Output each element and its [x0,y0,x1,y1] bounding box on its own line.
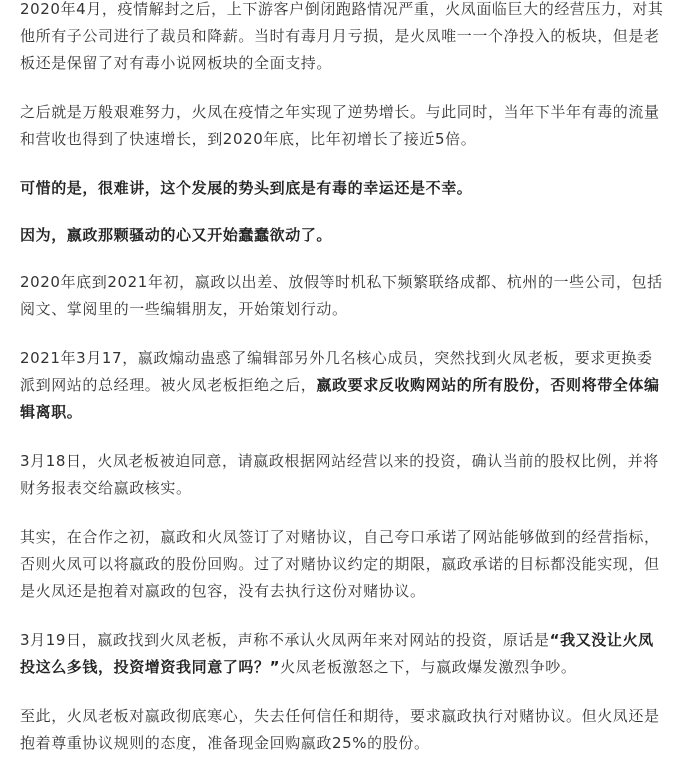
paragraph-1: 2020年4月，疫情解封之后，上下游客户倒闭跑路情况严重，火凤面临巨大的经营压力，对其他所有子公司进行了裁员和降薪。当时有毒月月亏损，是火凤唯一一个净投入的板块，但是老板还是保留了对有毒小说网板块的全面支持。 [20,0,664,72]
paragraph-4-bold: 因为，嬴政那颗骚动的心又开始蠢蠢欲动了。 [20,226,333,244]
paragraph-7: 3月18日，火凤老板被迫同意，请嬴政根据网站经营以来的投资，确认当前的股权比例，并将财务报表交给嬴政核实。 [20,452,659,497]
paragraph-8: 其实，在合作之初，嬴政和火凤签订了对赌协议，自己夸口承诺了网站能够做到的经营指标，否则火凤可以将嬴政的股份回购。过了对赌协议约定的期限，嬴政承诺的目标都没能实现，但是火凤还是抱着对嬴政的包容，没有去执行这份对赌协议。 [20,528,660,600]
paragraph-9-text: 3月19日，嬴政找到火凤老板，声称不承认火凤两年来对网站的投资，原话是 [20,631,550,649]
paragraph-5: 2020年底到2021年初，嬴政以出差、放假等时机私下频繁联络成都、杭州的一些公司，包括阅文、掌阅里的一些编辑朋友，开始策划行动。 [20,273,663,318]
paragraph-6 [20,345,665,426]
paragraph-9-quote: “我又没让火凤投这么多钱，投资增资我同意了吗？” [20,631,654,676]
paragraph-9 [20,627,665,681]
paragraph-2: 之后就是万般艰难努力，火凤在疫情之年实现了逆势增长。与此同时，当年下半年有毒的流量和营收也得到了快速增长，到2020年底，比年初增长了接近5倍。 [20,103,660,148]
paragraph-10: 至此，火凤老板对嬴政彻底寒心，失去任何信任和期待，要求嬴政执行对赌协议。但火凤还是抱着尊重协议规则的态度，准备现金回购嬴政25%的股份。 [20,707,660,752]
paragraph-6-text: 2021年3月17，嬴政煽动蛊惑了编辑部另外几名核心成员，突然找到火凤老板，要求更换委派到网站的总经理。被火凤老板拒绝之后， [20,349,653,394]
paragraph-9-tail: 火凤老板激怒之下，与嬴政爆发激烈争吵。 [280,658,577,676]
paragraph-6-bold: 嬴政要求反收购网站的所有股份，否则将带全体编辑离职。 [20,376,660,421]
paragraph-3-bold: 可惜的是，很难讲，这个发展的势头到底是有毒的幸运还是不幸。 [20,179,473,197]
